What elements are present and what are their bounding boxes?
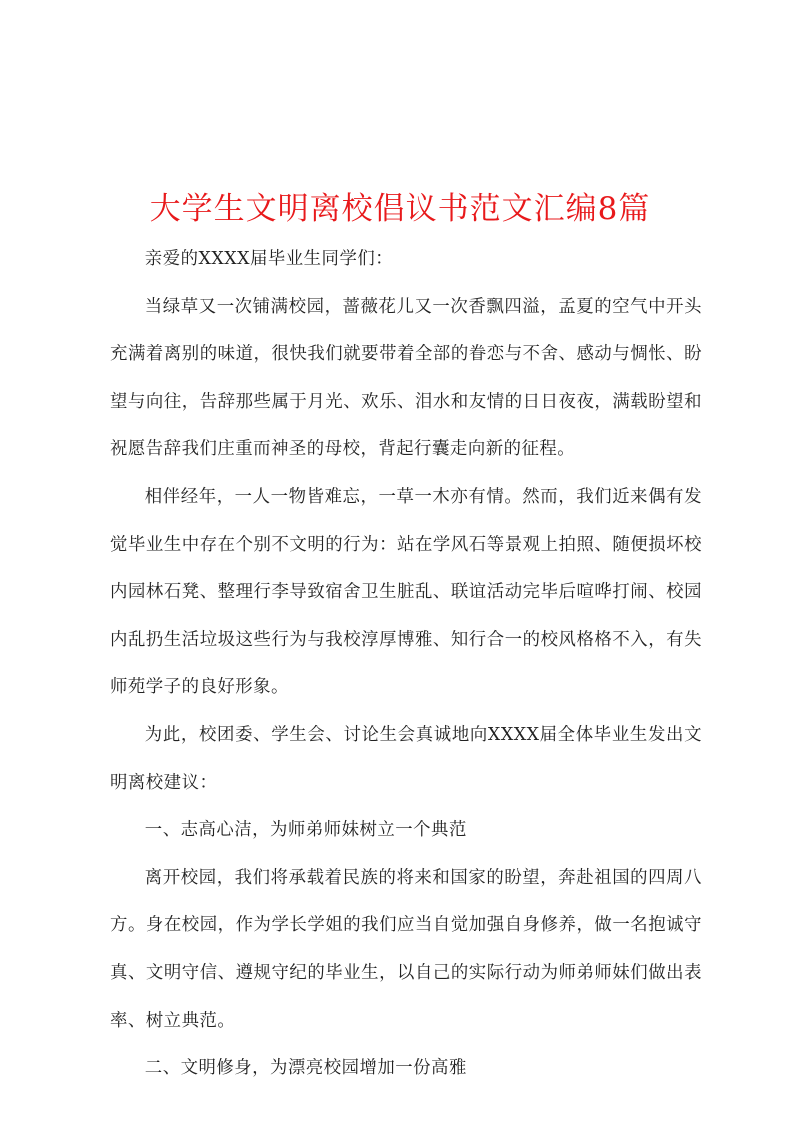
body-paragraph: 相伴经年，一人一物皆难忘，一草一木亦有情。然而，我们近来偶有发觉毕业生中存在个别不文明的行为：站在学风石等景观上拍照、随便损坏校内园林石凳、整理行李导致宿舍卫生脏乱、联谊活动完毕后喧哗打闹、校园内乱扔生活垃圾这些行为与我校淳厚博雅、知行合一的校风格格不入，有失师苑学子的良好形象。 xyxy=(110,486,702,698)
body-paragraph: 为此，校团委、学生会、讨论生会真诚地向XXXX届全体毕业生发出文明离校建议： xyxy=(110,724,702,793)
section-heading: 一、志高心洁，为师弟师妹树立一个典范 xyxy=(144,820,467,841)
document-title: 大学生文明离校倡议书范文汇编8篇 xyxy=(149,190,651,227)
document-body xyxy=(110,236,702,1093)
greeting-paragraph: 亲爱的XXXX届毕业生同学们： xyxy=(144,249,394,269)
body-paragraph: 离开校园，我们将承载着民族的将来和国家的盼望，奔赴祖国的四周八方。身在校园，作为学长学姐的我们应当自觉加强自身修养，做一名抱诚守真、文明守信、遵规守纪的毕业生，以自己的实际行动为师弟师妹们做出表率、树立典范。 xyxy=(110,867,702,1031)
section-heading: 二、文明修身，为漂亮校园增加一份高雅 xyxy=(144,1058,467,1079)
body-paragraph: 当绿草又一次铺满校园，蔷薇花儿又一次香飘四溢，孟夏的空气中开头充满着离别的味道，很快我们就要带着全部的眷恋与不舍、感动与惆怅、盼望与向往，告辞那些属于月光、欢乐、泪水和友情的日日夜夜，满载盼望和祝愿告辞我们庄重而神圣的母校，背起行囊走向新的征程。 xyxy=(110,296,702,460)
